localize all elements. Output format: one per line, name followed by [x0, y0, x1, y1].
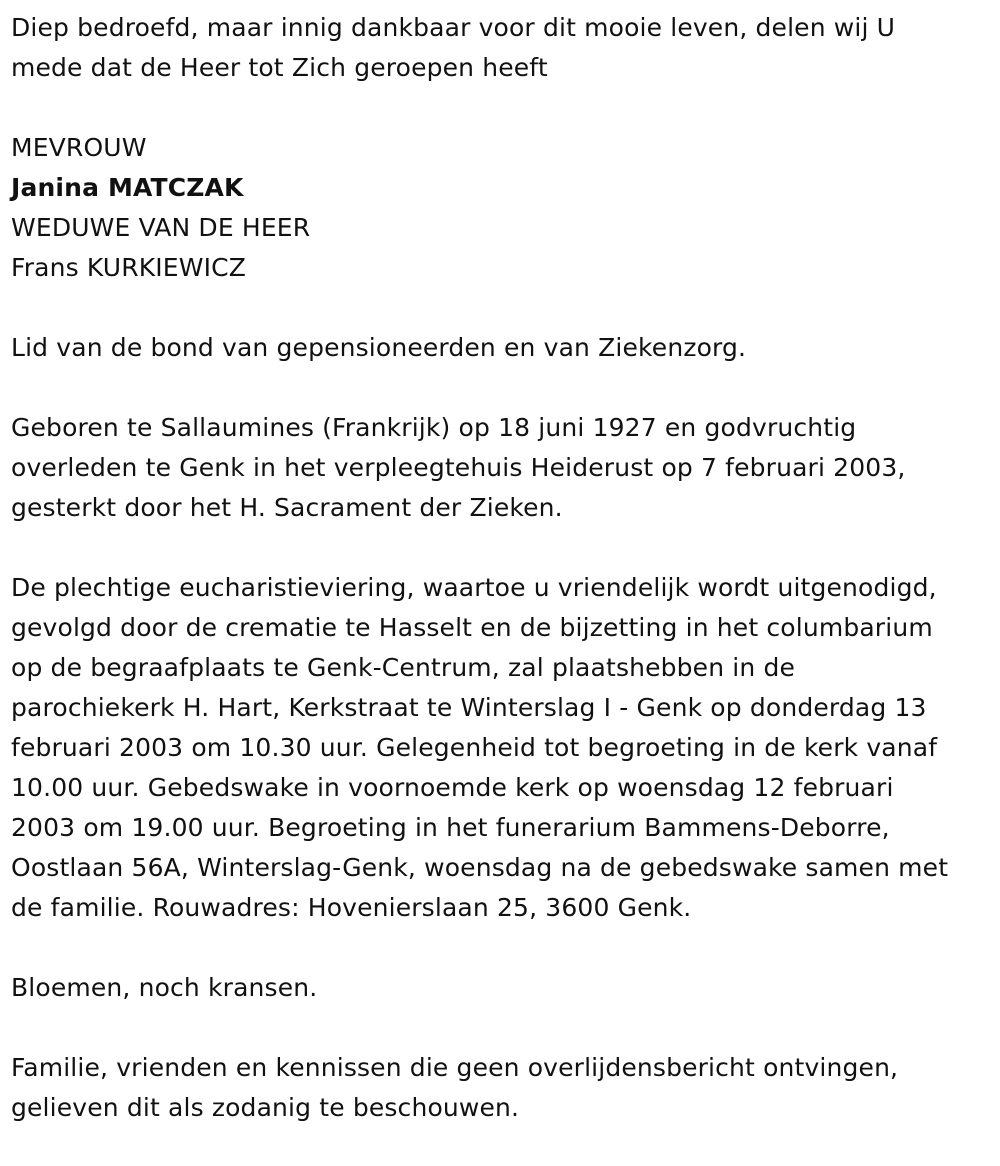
- membership-line: Lid van de bond van gepensioneerden en van Ziekenzorg.: [11, 333, 747, 362]
- birth-death-line: overleden te Genk in het verpleegtehuis Heiderust op 7 februari 2003,: [11, 453, 906, 482]
- intro-line: Diep bedroefd, maar innig dankbaar voor dit mooie leven, delen wij U: [11, 13, 896, 42]
- title-text: MEVROUW: [11, 133, 147, 162]
- birth-death-line: gesterkt door het H. Sacrament der Zieken.: [11, 493, 563, 522]
- ceremony-line: februari 2003 om 10.30 uur. Gelegenheid tot begroeting in de kerk vanaf: [11, 733, 938, 762]
- spacer: [11, 88, 1000, 128]
- flowers-paragraph: [11, 968, 1000, 1008]
- ceremony-line: 10.00 uur. Gebedswake in voornoemde kerk op woensdag 12 februari: [11, 773, 894, 802]
- ceremony-line: parochiekerk H. Hart, Kerkstraat te Winterslag I - Genk op donderdag 13: [11, 693, 927, 722]
- closing-line: gelieven dit als zodanig te beschouwen.: [11, 1093, 520, 1122]
- relation-text: WEDUWE VAN DE HEER: [11, 213, 311, 242]
- intro-paragraph: [11, 8, 1000, 88]
- closing-paragraph: [11, 1048, 1000, 1128]
- spacer: [11, 1008, 1000, 1048]
- ceremony-line: 2003 om 19.00 uur. Begroeting in het funerarium Bammens-Deborre,: [11, 813, 890, 842]
- spacer: [11, 528, 1000, 568]
- deceased-block: [11, 128, 1000, 288]
- birth-death-paragraph: [11, 408, 1000, 528]
- closing-line: Familie, vrienden en kennissen die geen overlijdensbericht ontvingen,: [11, 1053, 899, 1082]
- ceremony-paragraph: [11, 568, 1000, 928]
- spouse-name: Frans KURKIEWICZ: [11, 253, 247, 282]
- ceremony-line: De plechtige eucharistieviering, waartoe u vriendelijk wordt uitgenodigd,: [11, 573, 937, 602]
- intro-line: mede dat de Heer tot Zich geroepen heeft: [11, 53, 548, 82]
- ceremony-line: Oostlaan 56A, Winterslag-Genk, woensdag na de gebedswake samen met: [11, 853, 949, 882]
- flowers-line: Bloemen, noch kransen.: [11, 973, 318, 1002]
- spacer: [11, 288, 1000, 328]
- deceased-name: Janina MATCZAK: [11, 173, 244, 202]
- ceremony-line: op de begraafplaats te Genk-Centrum, zal plaatshebben in de: [11, 653, 796, 682]
- spacer: [11, 928, 1000, 968]
- ceremony-line: de familie. Rouwadres: Hovenierslaan 25, 3600 Genk.: [11, 893, 692, 922]
- ceremony-line: gevolgd door de crematie te Hasselt en de bijzetting in het columbarium: [11, 613, 933, 642]
- membership-paragraph: [11, 328, 1000, 368]
- birth-death-line: Geboren te Sallaumines (Frankrijk) op 18 juni 1927 en godvruchtig: [11, 413, 857, 442]
- spacer: [11, 368, 1000, 408]
